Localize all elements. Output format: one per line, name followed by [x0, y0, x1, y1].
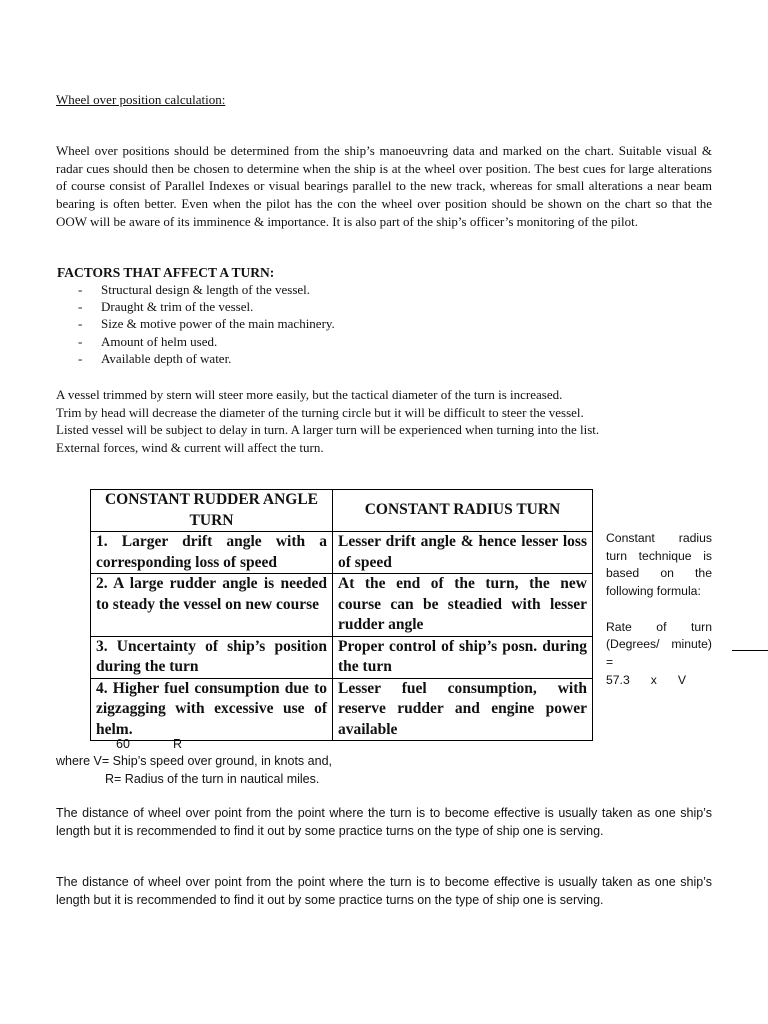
text-line: A vessel trimmed by stern will steer more easily, but the tactical diameter of the turn is increased. [56, 387, 563, 402]
formula-denominator: 60 R [116, 737, 183, 751]
definition-line: R= Radius of the turn in nautical miles. [105, 772, 320, 786]
table-cell: 3. Uncertainty of ship’s position during the turn [91, 636, 333, 678]
table-cell: At the end of the turn, the new course can be steadied with lesser rudder angle [333, 574, 593, 637]
table-row [91, 678, 593, 741]
factors-list [78, 281, 335, 367]
definition-line: where V= Ship’s speed over ground, in knots and, [56, 754, 332, 768]
table-header-row [91, 490, 593, 532]
text-line: External forces, wind & current will affect the turn. [56, 439, 324, 455]
formula-numerator: 57.3 x V [606, 672, 686, 687]
list-item: - Available depth of water. [78, 350, 232, 366]
list-item: - Size & motive power of the main machinery. [78, 316, 335, 332]
table-cell: 4. Higher fuel consumption due to zigzagging with excessive use of helm. [91, 678, 333, 741]
side-note-text: Constant radius turn technique is based on the following formula: [606, 531, 712, 599]
table-cell: Proper control of ship’s posn. during the turn [333, 636, 593, 678]
table-row [91, 636, 593, 678]
list-item: - Structural design & length of the vessel. [78, 282, 311, 297]
table-cell: Lesser drift angle & hence lesser loss of speed [333, 532, 593, 574]
bullet-dash: - [78, 350, 83, 366]
distance-paragraph: The distance of wheel over point from the point where the turn is to become effective is usually taken as one ship’s length but it is recommended to find it out by some practice turns on the type of ship one is serving. [56, 806, 712, 838]
column-header: CONSTANT RUDDER ANGLE TURN [91, 490, 333, 532]
page-title: Wheel over position calculation: [56, 92, 226, 107]
table-cell: 2. A large rudder angle is needed to steady the vessel on new course [91, 574, 333, 637]
formula-side-note [606, 530, 712, 689]
trim-paragraph [56, 386, 712, 456]
intro-paragraph: Wheel over positions should be determined from the ship’s manoeuvring data and marked on the chart. Suitable visual & radar cues should then be chosen to determine when the ship is at the wheel over position. The best cues for large alterations of course consist of Parallel Indexes or visual bearings parallel to the new track, whereas for small alterations a near beam bearing is often better. Even when the pilot has the con the wheel over position should be shown on the chart so that the OOW will be aware of its imminence & importance. It is also part of the ship’s officer’s monitoring of the pilot. [56, 143, 712, 229]
rate-label: Rate of turn (Degrees/ minute) = [606, 619, 712, 669]
variable-definitions [56, 752, 332, 788]
turn-comparison-table [90, 489, 593, 741]
bullet-dash: - [78, 282, 83, 297]
bullet-dash: - [78, 316, 83, 332]
table-row [91, 574, 593, 637]
table-cell: 1. Larger drift angle with a corresponding loss of speed [91, 532, 333, 574]
factors-heading: FACTORS THAT AFFECT A TURN: [57, 265, 275, 280]
text-line: Listed vessel will be subject to delay in turn. A larger turn will be experienced when turning into the list. [56, 422, 600, 438]
fraction-line [732, 650, 768, 651]
bullet-dash: - [78, 299, 83, 315]
list-item: - Amount of helm used. [78, 333, 218, 349]
bullet-dash: - [78, 333, 83, 349]
column-header: CONSTANT RADIUS TURN [333, 490, 593, 532]
list-item: - Draught & trim of the vessel. [78, 299, 254, 315]
distance-paragraph-repeat: The distance of wheel over point from the point where the turn is to become effective is usually taken as one ship’s length but it is recommended to find it out by some practice turns on the type of ship one is serving. [56, 875, 712, 907]
table-cell: Lesser fuel consumption, with reserve rudder and engine power available [333, 678, 593, 741]
text-line: Trim by head will decrease the diameter of the turning circle but it will be difficult to steer the vessel. [56, 404, 584, 420]
table-row [91, 532, 593, 574]
